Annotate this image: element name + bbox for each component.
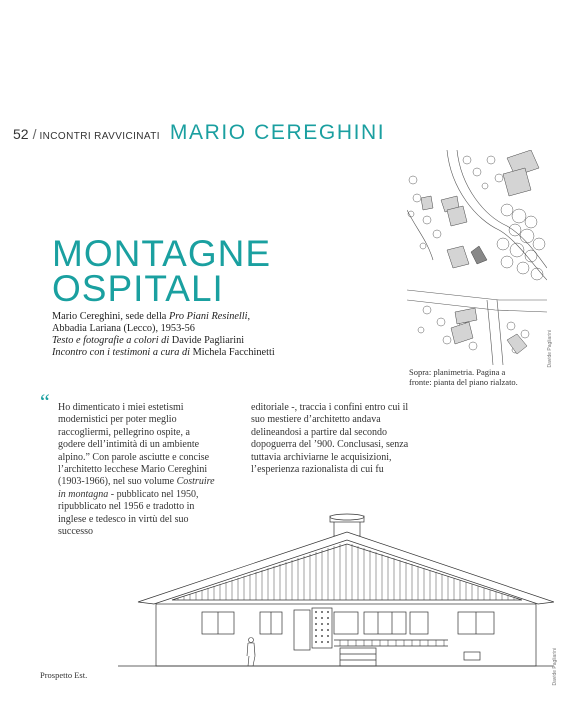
title-line-2: OSPITALI (52, 268, 224, 309)
elevation-caption: Prospetto Est. (40, 670, 88, 680)
buildings (421, 150, 539, 354)
credits-building: Mario Cereghini, sede della (52, 311, 169, 322)
east-elevation-drawing (118, 512, 554, 684)
article-title (52, 233, 272, 309)
body-column-2: editoriale -, traccia i confini entro cui il suo mestiere d’architetto andava delineandosi a partire dal secondo dopoguerra del ’900. Conclusasi, senza tuttavia archiviarne le acquisizioni, l’esperienza razionalista di cui fu (251, 402, 409, 476)
elevation-photo-credit: Davide Pagliarini (552, 648, 558, 686)
credits-line-2: Abbadia Lariana (Lecco), 1953-56 (52, 323, 195, 334)
credits-line-1 (52, 311, 382, 323)
body-text-1a: Ho dimenticato i miei estetismi modernistici per poter meglio raccogliermi, pellegrino ospite, a godere dell’intimità di un ambiente alpino.” Con parole asciutte e concise l’architetto lecchese Mario Cereghini (1903-1966), nel suo volume (58, 402, 210, 488)
section-name: INCONTRI RAVVICINATI (39, 131, 160, 142)
article-credits (52, 311, 382, 359)
book-title: Costruire in montagna (58, 476, 215, 500)
credits-line-4 (52, 347, 382, 359)
site-plan (407, 150, 547, 365)
credits-editor-label: Incontro con i testimoni a cura di (52, 347, 191, 358)
title-line-1: MONTAGNE (52, 233, 272, 274)
page-number: 52 (13, 126, 29, 142)
body-text-1c: - pubblicato nel 1950, ripubblicato nel 1956 e tradotto in inglese e tedesco in virtù del suo successo (58, 488, 199, 538)
opening-quote-mark: “ (40, 389, 50, 414)
map-caption: Sopra: planimetria. Pagina a fronte: pianta del piano rialzato. (409, 367, 518, 387)
credits-photographer: Davide Pagliarini (169, 335, 245, 346)
credits-line-3 (52, 335, 382, 347)
map-photo-credit: Davide Pagliarini (547, 330, 553, 368)
author-name: MARIO CEREGHINI (169, 121, 386, 144)
header-separator: / (32, 126, 37, 142)
credits-photo-label: Testo e fotografie a colori di (52, 335, 170, 346)
credits-editor: Michela Facchinetti (190, 347, 275, 358)
credits-building-name: Pro Piani Resinelli (168, 311, 248, 322)
running-header (13, 121, 385, 145)
credits-comma: , (247, 311, 251, 322)
